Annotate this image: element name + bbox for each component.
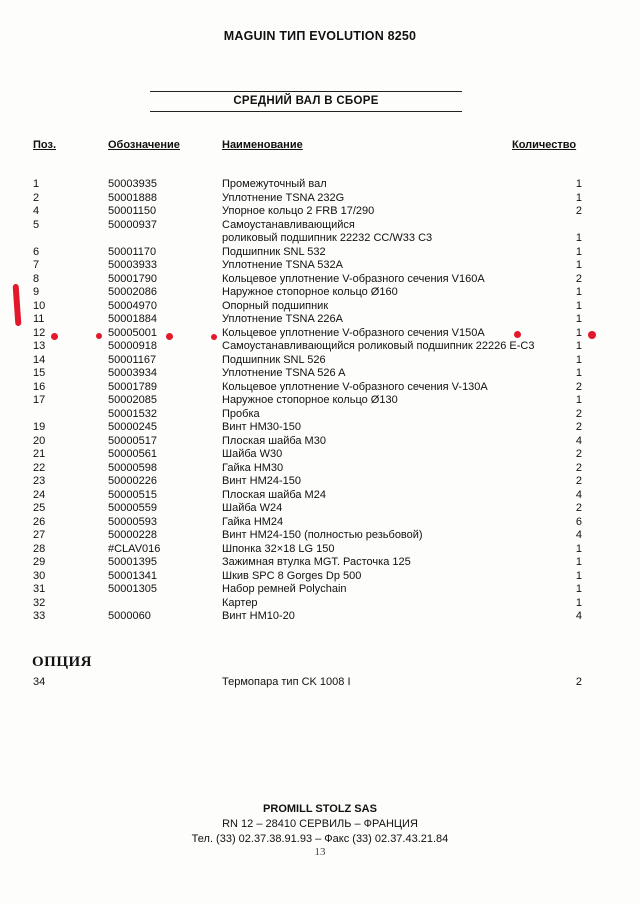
column-header-name: Наименование (222, 139, 303, 151)
cell-qty: 2 (575, 475, 582, 487)
subtitle-rule-bottom (150, 111, 462, 112)
cell-code: 50000559 (108, 502, 157, 514)
cell-pos: 5 (33, 218, 40, 231)
cell-code: 50001789 (108, 380, 157, 393)
cell-code: 50000228 (108, 529, 157, 541)
cell-qty: 6 (575, 515, 582, 528)
cell-code: 50001167 (108, 353, 157, 366)
page-number: 13 (314, 846, 326, 858)
red-marker-dot (51, 333, 58, 340)
cell-name: Набор ремней Polychain (222, 583, 347, 595)
cell-qty: 1 (575, 394, 582, 406)
cell-qty: 1 (575, 326, 582, 339)
cell-qty: 1 (575, 299, 582, 312)
cell-code: 50004970 (108, 299, 157, 312)
cell-name: Подшипник SNL 532 (222, 245, 326, 258)
cell-name: Картер (222, 596, 258, 609)
table-row (0, 192, 640, 206)
cell-code: 50000598 (108, 461, 157, 474)
cell-pos: 20 (33, 434, 46, 447)
cell-pos: 13 (33, 340, 46, 352)
cell-code: 50000245 (108, 421, 157, 433)
red-marker-dot (166, 333, 173, 340)
table-row (0, 516, 640, 530)
cell-name: Плоская шайба M30 (222, 434, 326, 447)
option-table (0, 676, 640, 690)
cell-code: 50000918 (108, 340, 157, 352)
cell-qty: 1 (575, 232, 582, 244)
cell-name: Промежуточный вал (222, 178, 327, 190)
table-row (0, 435, 640, 449)
cell-name: Уплотнение TSNA 232G (222, 191, 345, 204)
cell-qty: 1 (575, 542, 582, 555)
cell-qty: 1 (575, 178, 582, 190)
footer-phones: Тел. (33) 02.37.38.91.93 – Факс (33) 02.37.43.21.84 (191, 833, 449, 845)
cell-qty: 2 (575, 407, 582, 420)
table-row (0, 367, 640, 381)
cell-qty: 1 (575, 569, 582, 582)
cell-pos: 9 (33, 286, 40, 298)
cell-qty: 4 (575, 488, 582, 501)
table-row (0, 583, 640, 597)
cell-pos: 28 (33, 542, 46, 555)
parts-table (0, 178, 640, 624)
cell-pos: 34 (33, 676, 46, 688)
cell-code: 50001170 (108, 245, 157, 258)
red-marker-dot (588, 331, 596, 339)
cell-name: Самоустанавливающийся (222, 218, 355, 231)
cell-qty: 1 (575, 191, 582, 204)
column-header-qty: Количество (512, 139, 577, 151)
cell-qty: 4 (575, 610, 582, 622)
cell-code: 50001790 (108, 272, 157, 285)
cell-code: 50000593 (108, 515, 157, 528)
table-row (0, 178, 640, 192)
table-row (0, 259, 640, 273)
cell-name: Винт HM10-20 (222, 610, 295, 622)
cell-pos: 32 (33, 596, 46, 609)
cell-name: Уплотнение TSNA 226A (222, 313, 343, 325)
cell-pos: 33 (33, 610, 46, 622)
cell-qty: 2 (575, 502, 582, 514)
cell-code: 50001305 (108, 583, 157, 595)
cell-name: Кольцевое уплотнение V-образного сечения V-130A (222, 380, 488, 393)
cell-name: Гайка HM30 (222, 461, 284, 474)
cell-code: 50003935 (108, 178, 157, 190)
cell-pos: 14 (33, 353, 46, 366)
cell-qty: 1 (575, 313, 582, 325)
cell-pos: 24 (33, 488, 46, 501)
cell-code: 50000561 (108, 448, 157, 460)
cell-pos: 29 (33, 556, 46, 568)
cell-name: Зажимная втулка MGT. Расточка 125 (222, 556, 411, 568)
table-row (0, 219, 640, 233)
cell-name: Кольцевое уплотнение V-образного сечения V160A (222, 272, 485, 285)
cell-code: 50001884 (108, 313, 157, 325)
cell-qty: 2 (575, 272, 582, 285)
cell-code: 50001341 (108, 569, 157, 582)
table-row (0, 475, 640, 489)
cell-name: Наружное стопорное кольцо Ø160 (222, 286, 398, 298)
cell-qty: 4 (575, 529, 582, 541)
cell-qty: 2 (575, 421, 582, 433)
cell-qty: 1 (575, 340, 582, 352)
cell-pos: 25 (33, 502, 46, 514)
table-row (0, 381, 640, 395)
cell-qty: 1 (575, 367, 582, 379)
table-row (0, 300, 640, 314)
cell-name: Наружное стопорное кольцо Ø130 (222, 394, 398, 406)
cell-pos: 26 (33, 515, 46, 528)
cell-pos: 22 (33, 461, 46, 474)
cell-name: Подшипник SNL 526 (222, 353, 326, 366)
cell-name: Винт HM24-150 (полностью резьбовой) (222, 529, 423, 541)
cell-qty: 2 (575, 380, 582, 393)
cell-name: Шайба W30 (222, 448, 283, 460)
table-row (0, 676, 640, 690)
cell-pos: 19 (33, 421, 46, 433)
cell-name: Опорный подшипник (222, 299, 329, 312)
cell-qty: 4 (575, 434, 582, 447)
table-row (0, 462, 640, 476)
cell-code: 50002086 (108, 286, 157, 298)
table-row (0, 273, 640, 287)
column-header-code: Обозначение (108, 139, 180, 151)
table-row (0, 448, 640, 462)
table-row (0, 205, 640, 219)
cell-pos: 11 (33, 313, 45, 325)
cell-code: 50000226 (108, 475, 157, 487)
cell-qty: 1 (575, 556, 582, 568)
cell-pos: 27 (33, 529, 46, 541)
red-marker-dot (211, 334, 217, 340)
footer-company: PROMILL STOLZ SAS (263, 803, 377, 815)
cell-name: Плоская шайба M24 (222, 488, 326, 501)
table-row (0, 556, 640, 570)
table-row (0, 543, 640, 557)
cell-pos: 8 (33, 272, 40, 285)
cell-name: Винт HM24-150 (222, 475, 302, 487)
cell-code: 50005001 (108, 326, 157, 339)
table-row (0, 286, 640, 300)
cell-pos: 15 (33, 367, 46, 379)
cell-pos: 21 (33, 448, 46, 460)
table-row (0, 232, 640, 246)
table-row (0, 489, 640, 503)
cell-pos: 30 (33, 569, 46, 582)
table-row (0, 408, 640, 422)
cell-code: 50003934 (108, 367, 157, 379)
cell-qty: 1 (575, 286, 582, 298)
cell-name: Гайка HM24 (222, 515, 284, 528)
table-row (0, 597, 640, 611)
table-row (0, 610, 640, 624)
cell-code: 50000937 (108, 218, 157, 231)
cell-name: Уплотнение TSNA 526 A (222, 367, 346, 379)
cell-pos: 16 (33, 380, 46, 393)
cell-pos: 10 (33, 299, 46, 312)
cell-name: Винт HM30-150 (222, 421, 302, 433)
table-row (0, 529, 640, 543)
cell-name: Пробка (222, 407, 260, 420)
subtitle-rule-top (150, 91, 462, 92)
section-subtitle: СРЕДНИЙ ВАЛ В СБОРЕ (233, 95, 379, 107)
cell-code: #CLAV016 (108, 542, 161, 555)
cell-code: 50000517 (108, 434, 157, 447)
table-row (0, 340, 640, 354)
cell-pos: 6 (33, 245, 40, 258)
cell-name: Шайба W24 (222, 502, 283, 514)
cell-name: Шпонка 32×18 LG 150 (222, 542, 335, 555)
cell-code: 50002085 (108, 394, 157, 406)
cell-name: Уплотнение TSNA 532A (222, 259, 343, 271)
footer-address: RN 12 – 28410 СЕРВИЛЬ – ФРАНЦИЯ (222, 818, 418, 830)
document-title: MAGUIN ТИП EVOLUTION 8250 (223, 29, 417, 43)
table-row (0, 394, 640, 408)
cell-qty: 2 (575, 448, 582, 460)
cell-code: 50003933 (108, 259, 157, 271)
cell-pos: 1 (33, 178, 40, 190)
cell-qty: 2 (575, 205, 582, 217)
cell-qty: 1 (575, 245, 582, 258)
table-row (0, 421, 640, 435)
cell-code: 50001395 (108, 556, 157, 568)
cell-name: Упорное кольцо 2 FRB 17/290 (222, 205, 375, 217)
cell-name: роликовый подшипник 22232 CC/W33 C3 (222, 232, 433, 244)
cell-pos: 31 (33, 583, 46, 595)
cell-pos: 23 (33, 475, 46, 487)
cell-qty: 1 (575, 583, 582, 595)
table-row (0, 354, 640, 368)
cell-qty: 2 (575, 676, 582, 688)
cell-code: 50001150 (108, 205, 157, 217)
cell-qty: 2 (575, 461, 582, 474)
cell-code: 50001532 (108, 407, 157, 420)
cell-qty: 1 (575, 259, 582, 271)
red-marker-dot (514, 331, 521, 338)
table-row (0, 246, 640, 260)
cell-code: 5000060 (108, 610, 151, 622)
cell-pos: 4 (33, 205, 40, 217)
red-marker-dot (96, 333, 102, 339)
table-row (0, 313, 640, 327)
table-row (0, 570, 640, 584)
cell-name: Шкив SPC 8 Gorges Dp 500 (222, 569, 362, 582)
column-header-pos: Поз. (33, 139, 57, 151)
cell-code: 50000515 (108, 488, 157, 501)
cell-pos: 12 (33, 326, 46, 339)
cell-qty: 1 (575, 596, 582, 609)
table-row (0, 502, 640, 516)
cell-name: Термопара тип CK 1008 I (222, 676, 351, 688)
cell-code: 50001888 (108, 191, 157, 204)
option-heading: ОПЦИЯ (32, 654, 93, 670)
cell-pos: 7 (33, 259, 40, 271)
cell-name: Самоустанавливающийся роликовый подшипник 22226 E-C3 (222, 340, 535, 352)
cell-pos: 2 (33, 191, 40, 204)
cell-pos: 17 (33, 394, 46, 406)
cell-name: Кольцевое уплотнение V-образного сечения V150A (222, 326, 485, 339)
cell-qty: 1 (575, 353, 582, 366)
